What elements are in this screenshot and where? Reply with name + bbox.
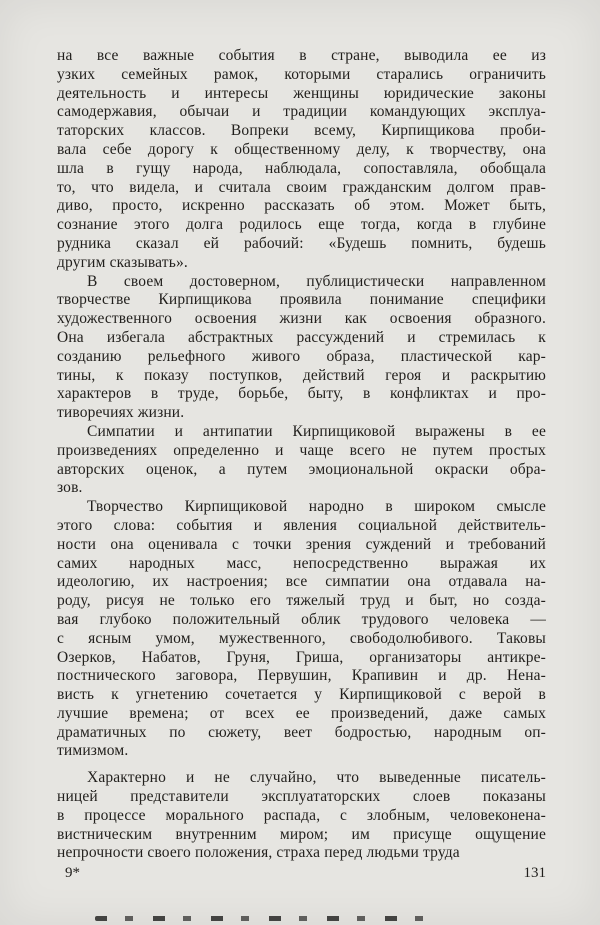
text-line: характеров в труде, борьбе, быту, в конфликтах и про- — [57, 385, 546, 403]
text-line: вала себе дорогу к общественному делу, к творчеству, она — [57, 140, 546, 158]
text-line: деятельность и интересы женщины юридические законы — [57, 84, 546, 102]
text-line: с ясным умом, мужественного, свободолюбивого. Таковы — [57, 629, 546, 647]
text-line: лучшие времена; от всех ее произведений, даже самых — [57, 704, 546, 722]
scan-artifact-dots — [95, 916, 430, 921]
text-line: шла в гущу народа, наблюдала, сопоставляла, обобщала — [57, 159, 546, 177]
paragraph — [57, 47, 546, 273]
text-line: диво, просто, искренно рассказать об этом. Может быть, — [57, 197, 546, 215]
text-line: постнического заговора, Первушин, Крапивин и др. Нена- — [57, 667, 546, 685]
page-text — [57, 47, 546, 863]
paragraph — [57, 423, 546, 498]
text-line: самих народных масс, непосредственно выражая их — [57, 554, 546, 572]
signature-mark: 9* — [65, 865, 80, 881]
text-line: ницей представители эксплуататорских слоев показаны — [57, 788, 546, 806]
text-line: роду, рисуя не только его тяжелый труд и быт, но созда- — [57, 592, 546, 610]
text-line: Озерков, Набатов, Груня, Гриша, организаторы антикре- — [57, 648, 546, 666]
text-line: висть к угнетению сочетается у Кирпищиковой с верой в — [57, 686, 546, 704]
text-line: тимизмом. — [57, 742, 129, 760]
text-line: в процессе морального распада, с злобным, человеконена- — [57, 806, 546, 824]
text-line: тиворечиях жизни. — [57, 404, 185, 422]
text-line: сознание этого долга родилось еще тогда, когда в глубине — [57, 216, 546, 234]
text-line: этого слова: события и явления социальной действитель- — [57, 516, 546, 534]
text-line: тины, к показу поступков, действий героя и раскрытию — [57, 366, 546, 384]
text-line: драматичных по сюжету, веет бодростью, народным оп- — [57, 723, 546, 741]
text-line: таторских классов. Вопреки всему, Кирпищикова проби- — [57, 122, 546, 140]
text-line: художественного освоения жизни как освоения образного. — [57, 310, 546, 328]
paragraph — [57, 273, 546, 423]
text-line: вистническим внутренним миром; им присуще ощущение — [57, 825, 546, 843]
text-line: непрочности своего положения, страха перед людьми труда — [57, 844, 460, 862]
text-line: В своем достоверном, публицистически направленном — [87, 272, 546, 290]
text-line: Она избегала абстрактных рассуждений и стремилась к — [57, 328, 546, 346]
text-line: созданию рельефного живого образа, пластической кар- — [57, 347, 546, 365]
paragraph — [57, 498, 546, 761]
page-footer — [57, 864, 546, 882]
text-line: произведениях определенно и чаще всего не путем простых — [57, 441, 546, 459]
page-number: 131 — [523, 865, 546, 881]
text-line: Творчество Кирпищиковой народно в широком смысле — [87, 498, 546, 516]
text-line: идеологию, их настроения; все симпатии она отдавала на- — [57, 573, 546, 591]
text-line: самодержавия, обычаи и традиции командующих эксплуа- — [57, 103, 546, 121]
text-line: творчестве Кирпищикова проявила понимание специфики — [57, 291, 546, 309]
text-line: Характерно и не случайно, что выведенные писатель- — [87, 769, 546, 787]
text-line: другим сказывать». — [57, 253, 188, 271]
paragraph — [57, 769, 546, 863]
text-line: зов. — [57, 479, 83, 497]
text-line: то, что видела, и считала своим гражданским долгом прав- — [57, 178, 546, 196]
text-line: на все важные события в стране, выводила ее из — [57, 47, 546, 64]
text-line: Симпатии и антипатии Кирпищиковой выражены в ее — [87, 422, 546, 440]
text-line: вая глубоко положительный облик трудового человека — — [57, 610, 546, 628]
text-line: рудника сказал ей рабочий: «Будешь помнить, будешь — [57, 234, 546, 252]
text-line: ности она оценивала с точки зрения суждений и требований — [57, 535, 546, 553]
text-line: узких семейных рамок, которыми старались ограничить — [57, 65, 546, 83]
text-line: авторских оценок, а путем эмоциональной окраски обра- — [57, 460, 546, 478]
